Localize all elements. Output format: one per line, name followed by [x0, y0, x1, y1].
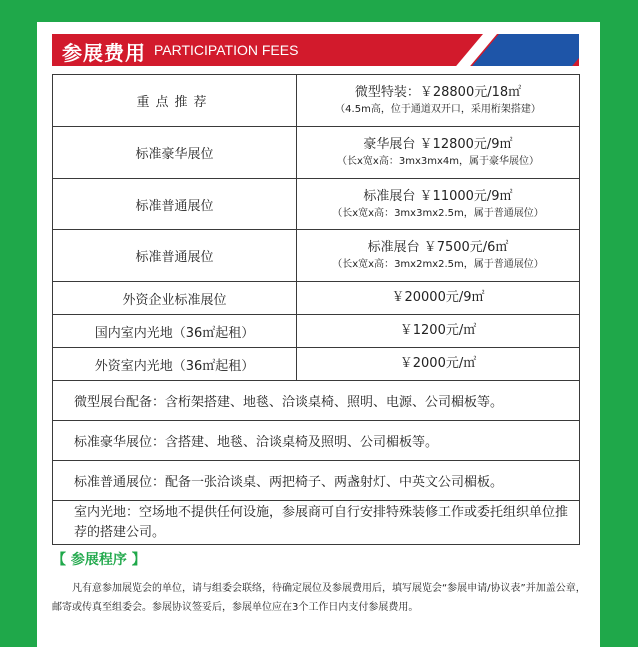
fee-value [297, 75, 580, 127]
fee-label: 外资室内光地（36㎡起租） [53, 348, 297, 381]
note-row [53, 381, 580, 421]
fee-row [53, 282, 580, 315]
fee-label: 标准豪华展位 [53, 127, 297, 179]
fee-main: ￥2000元/㎡ [297, 348, 580, 381]
fee-value [297, 127, 580, 179]
note-row [53, 461, 580, 501]
procedure-text: 凡有意参加展览会的单位，请与组委会联络，待确定展位及参展费用后，填写展览会“参展申请/协议表”并加盖公章，邮寄或传真至组委会。参展协议签妥后，参展单位应在3个工作日内支付参展费用。 [52, 583, 586, 613]
note-text: 标准普通展位：配备一张洽谈桌、两把椅子、两盏射灯、中英文公司楣板。 [53, 461, 580, 501]
fee-row [53, 127, 580, 179]
note-text: 微型展台配备：含桁架搭建、地毯、洽谈桌椅、照明、电源、公司楣板等。 [53, 381, 580, 421]
fee-main: ￥20000元/9㎡ [297, 282, 580, 315]
fee-label: 标准普通展位 [53, 179, 297, 230]
fee-main: ￥1200元/㎡ [297, 315, 580, 348]
note-row [53, 421, 580, 461]
fee-row [53, 75, 580, 127]
fees-table [52, 74, 580, 545]
section-banner [52, 34, 579, 66]
fee-label: 标准普通展位 [53, 230, 297, 282]
fee-row [53, 315, 580, 348]
fee-sub: （长x宽x高：3mx3mx4m，属于豪华展位） [337, 156, 539, 167]
fee-label: 外资企业标准展位 [53, 282, 297, 315]
note-text: 室内光地：空场地不提供任何设施，参展商可自行安排特殊装修工作或委托组织单位推荐的搭建公司。 [53, 501, 580, 545]
fee-label: 重点推荐 [53, 75, 297, 127]
fee-main: 微型特装：￥28800元/18㎡ [354, 85, 522, 100]
banner-title-cn: 参展费用 [62, 41, 146, 65]
fee-sub: （4.5m高，位于通道双开口，采用桁架搭建） [335, 104, 541, 115]
note-text: 标准豪华展位：含搭建、地毯、洽谈桌椅及照明、公司楣板等。 [53, 421, 580, 461]
fee-row [53, 230, 580, 282]
banner-title-en: PARTICIPATION FEES [154, 42, 299, 58]
document-page [37, 22, 600, 647]
fee-row [53, 179, 580, 230]
procedure-title: 【 参展程序 】 [52, 552, 146, 568]
fee-main: 标准展台 ￥11000元/9㎡ [363, 188, 513, 204]
fee-sub: （长x宽x高：3mx3mx2.5m，属于普通展位） [332, 207, 544, 219]
fee-main: 豪华展台 ￥12800元/9㎡ [363, 137, 513, 152]
fee-sub: （长x宽x高：3mx2mx2.5m，属于普通展位） [332, 259, 544, 270]
note-row [53, 501, 580, 545]
fee-main: 标准展台 ￥7500元/6㎡ [367, 240, 509, 255]
fee-value [297, 230, 580, 282]
fee-label: 国内室内光地（36㎡起租） [53, 315, 297, 348]
fee-row [53, 348, 580, 381]
fee-value [297, 179, 580, 230]
